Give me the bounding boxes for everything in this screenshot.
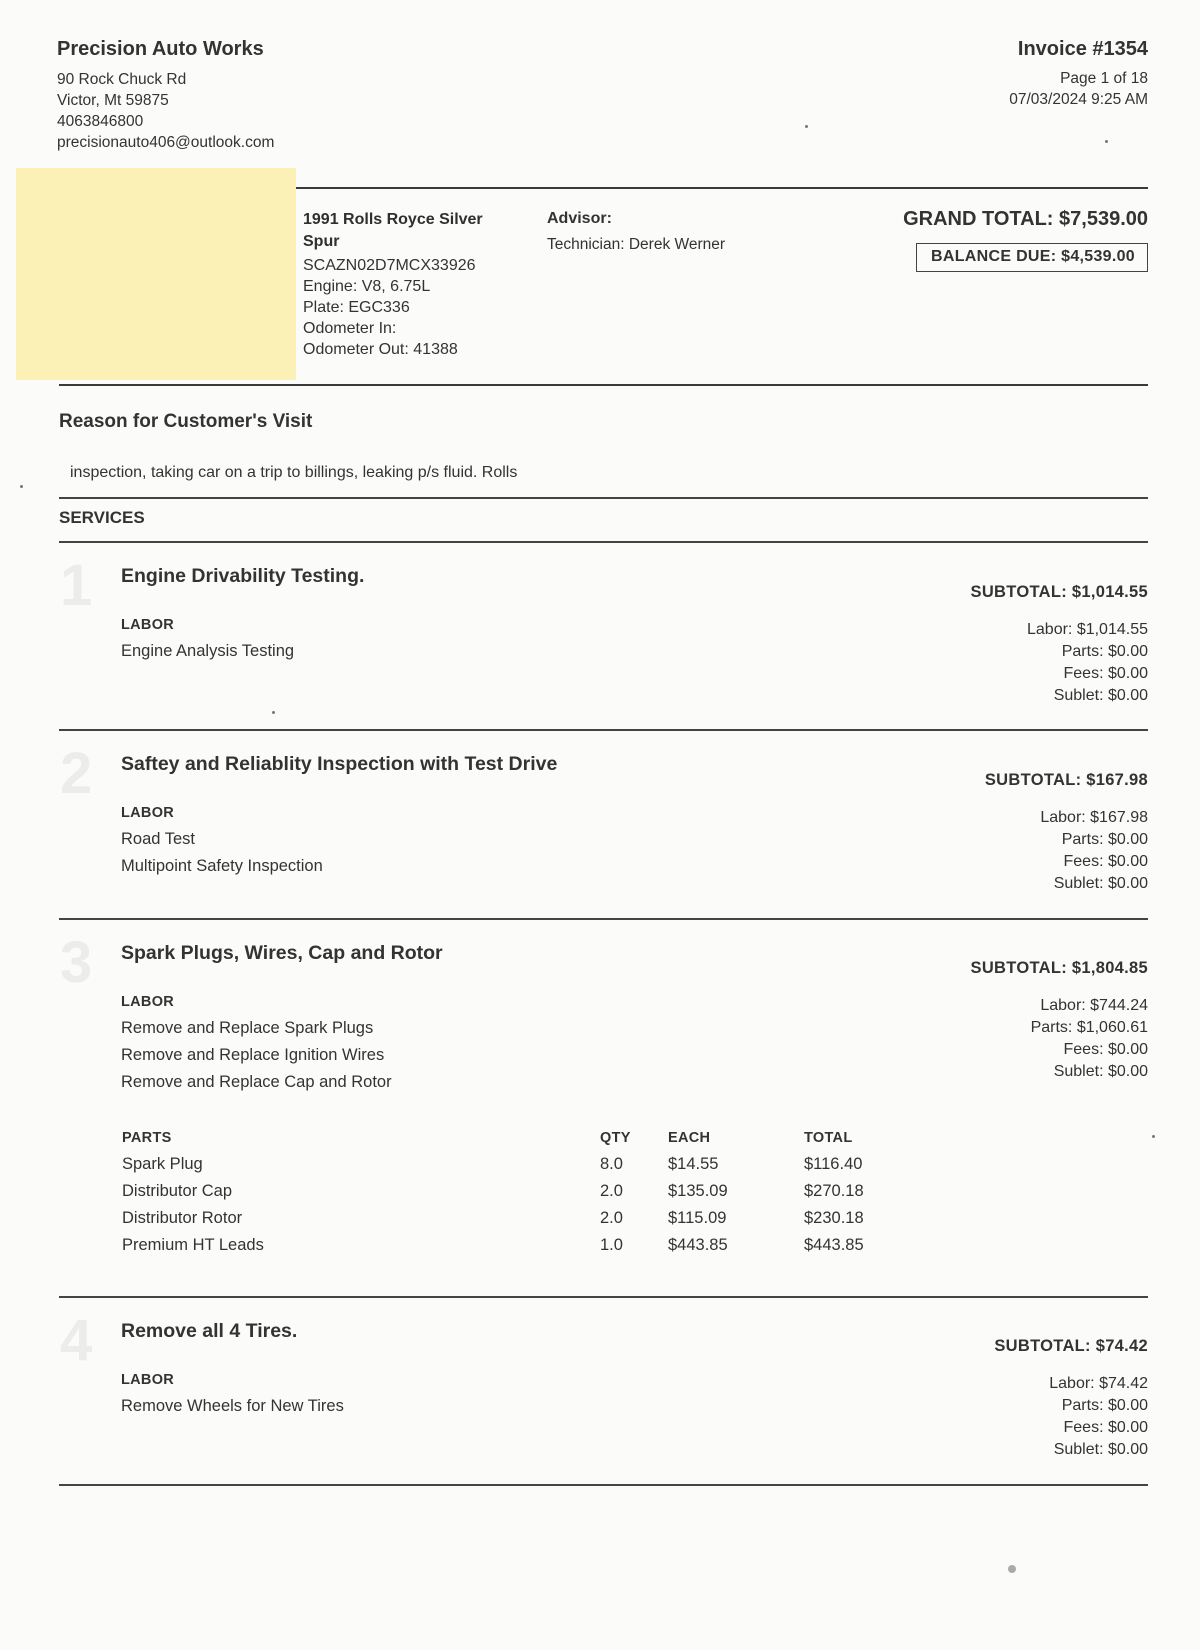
divider: [59, 497, 1148, 499]
advisor-label: Advisor:: [547, 210, 612, 227]
sublet-amount: Sublet: $0.00: [1053, 1063, 1148, 1080]
divider: [59, 918, 1148, 920]
scan-speck: [1152, 1135, 1155, 1138]
service-subtotal: SUBTOTAL: $167.98: [984, 771, 1148, 789]
parts-header-each: EACH: [668, 1130, 711, 1146]
service-title: Remove all 4 Tires.: [121, 1320, 298, 1342]
service-number: 1: [60, 553, 93, 618]
labor-item: Remove and Replace Cap and Rotor: [121, 1073, 392, 1091]
part-name: Distributor Rotor: [122, 1209, 243, 1227]
parts-amount: Parts: $0.00: [1061, 831, 1148, 848]
visit-heading: Reason for Customer's Visit: [59, 411, 313, 432]
divider: [59, 1296, 1148, 1298]
divider: [59, 541, 1148, 543]
labor-amount: Labor: $167.98: [1040, 809, 1148, 826]
labor-item: Multipoint Safety Inspection: [121, 857, 323, 875]
sublet-amount: Sublet: $0.00: [1053, 687, 1148, 704]
parts-header-qty: QTY: [600, 1130, 631, 1146]
vehicle-title: 1991 Rolls Royce Silver: [303, 211, 483, 228]
part-total: $443.85: [804, 1236, 864, 1254]
parts-amount: Parts: $0.00: [1061, 643, 1148, 660]
labor-heading: LABOR: [121, 805, 175, 821]
part-qty: 1.0: [600, 1236, 623, 1254]
parts-header-total: TOTAL: [804, 1130, 853, 1146]
technician: Technician: Derek Werner: [547, 236, 726, 253]
balance-due: BALANCE DUE: $4,539.00: [931, 248, 1135, 265]
labor-item: Remove and Replace Spark Plugs: [121, 1019, 374, 1037]
part-each: $443.85: [668, 1236, 728, 1254]
vehicle-title-cont: Spur: [303, 233, 340, 250]
labor-heading: LABOR: [121, 994, 175, 1010]
services-heading: SERVICES: [59, 508, 145, 527]
balance-due-box: [916, 243, 1148, 272]
fees-amount: Fees: $0.00: [1063, 1041, 1148, 1058]
part-each: $14.55: [668, 1155, 719, 1173]
divider: [59, 1484, 1148, 1486]
fees-amount: Fees: $0.00: [1063, 1419, 1148, 1436]
vehicle-plate: Plate: EGC336: [303, 299, 410, 316]
part-qty: 2.0: [600, 1209, 623, 1227]
part-total: $270.18: [804, 1182, 864, 1200]
service-subtotal: SUBTOTAL: $1,014.55: [970, 583, 1148, 601]
odometer-out: Odometer Out: 41388: [303, 341, 458, 358]
part-each: $135.09: [668, 1182, 728, 1200]
service-subtotal: SUBTOTAL: $74.42: [994, 1337, 1148, 1355]
scan-speck: [805, 125, 808, 128]
sublet-amount: Sublet: $0.00: [1053, 1441, 1148, 1458]
part-qty: 2.0: [600, 1182, 623, 1200]
scan-speck: [272, 711, 275, 714]
service-title: Saftey and Reliablity Inspection with Test Drive: [121, 753, 558, 775]
visit-reason: inspection, taking car on a trip to billings, leaking p/s fluid. Rolls: [70, 464, 518, 481]
labor-item: Remove and Replace Ignition Wires: [121, 1046, 385, 1064]
shop-email: precisionauto406@outlook.com: [57, 134, 275, 151]
parts-header-name: PARTS: [122, 1130, 172, 1146]
part-name: Premium HT Leads: [122, 1236, 264, 1254]
part-total: $116.40: [804, 1155, 863, 1173]
sublet-amount: Sublet: $0.00: [1053, 875, 1148, 892]
labor-heading: LABOR: [121, 1372, 175, 1388]
redaction-sticky-note: [16, 168, 296, 380]
grand-total: GRAND TOTAL: $7,539.00: [903, 208, 1148, 230]
service-number: 4: [60, 1308, 93, 1373]
invoice-number: Invoice #1354: [1017, 38, 1148, 60]
labor-item: Engine Analysis Testing: [121, 642, 295, 660]
labor-item: Remove Wheels for New Tires: [121, 1397, 344, 1415]
shop-address-line1: 90 Rock Chuck Rd: [57, 71, 187, 88]
vehicle-engine: Engine: V8, 6.75L: [303, 278, 431, 295]
odometer-in: Odometer In:: [303, 320, 397, 337]
labor-amount: Labor: $744.24: [1040, 997, 1148, 1014]
divider: [59, 729, 1148, 731]
labor-item: Road Test: [121, 830, 195, 848]
service-subtotal: SUBTOTAL: $1,804.85: [970, 959, 1148, 977]
scan-speck: [20, 485, 23, 488]
service-number: 2: [60, 741, 93, 806]
service-number: 3: [60, 930, 93, 995]
parts-amount: Parts: $0.00: [1061, 1397, 1148, 1414]
part-total: $230.18: [804, 1209, 864, 1227]
divider: [59, 384, 1148, 386]
part-qty: 8.0: [600, 1155, 623, 1173]
divider: [292, 187, 1148, 189]
shop-address-line2: Victor, Mt 59875: [57, 92, 169, 109]
vehicle-vin: SCAZN02D7MCX33926: [303, 257, 476, 274]
invoice-datetime: 07/03/2024 9:25 AM: [1009, 91, 1148, 108]
scan-speck: [1008, 1565, 1016, 1573]
part-name: Distributor Cap: [122, 1182, 233, 1200]
fees-amount: Fees: $0.00: [1063, 665, 1148, 682]
service-title: Engine Drivability Testing.: [121, 565, 365, 587]
shop-phone: 4063846800: [57, 113, 144, 130]
page-indicator: Page 1 of 18: [1060, 70, 1148, 87]
labor-amount: Labor: $74.42: [1049, 1375, 1148, 1392]
part-each: $115.09: [668, 1209, 727, 1227]
fees-amount: Fees: $0.00: [1063, 853, 1148, 870]
service-title: Spark Plugs, Wires, Cap and Rotor: [121, 942, 443, 964]
parts-amount: Parts: $1,060.61: [1030, 1019, 1148, 1036]
part-name: Spark Plug: [122, 1155, 203, 1173]
scan-speck: [1105, 140, 1108, 143]
labor-amount: Labor: $1,014.55: [1027, 621, 1148, 638]
shop-name: Precision Auto Works: [57, 38, 264, 60]
labor-heading: LABOR: [121, 617, 175, 633]
